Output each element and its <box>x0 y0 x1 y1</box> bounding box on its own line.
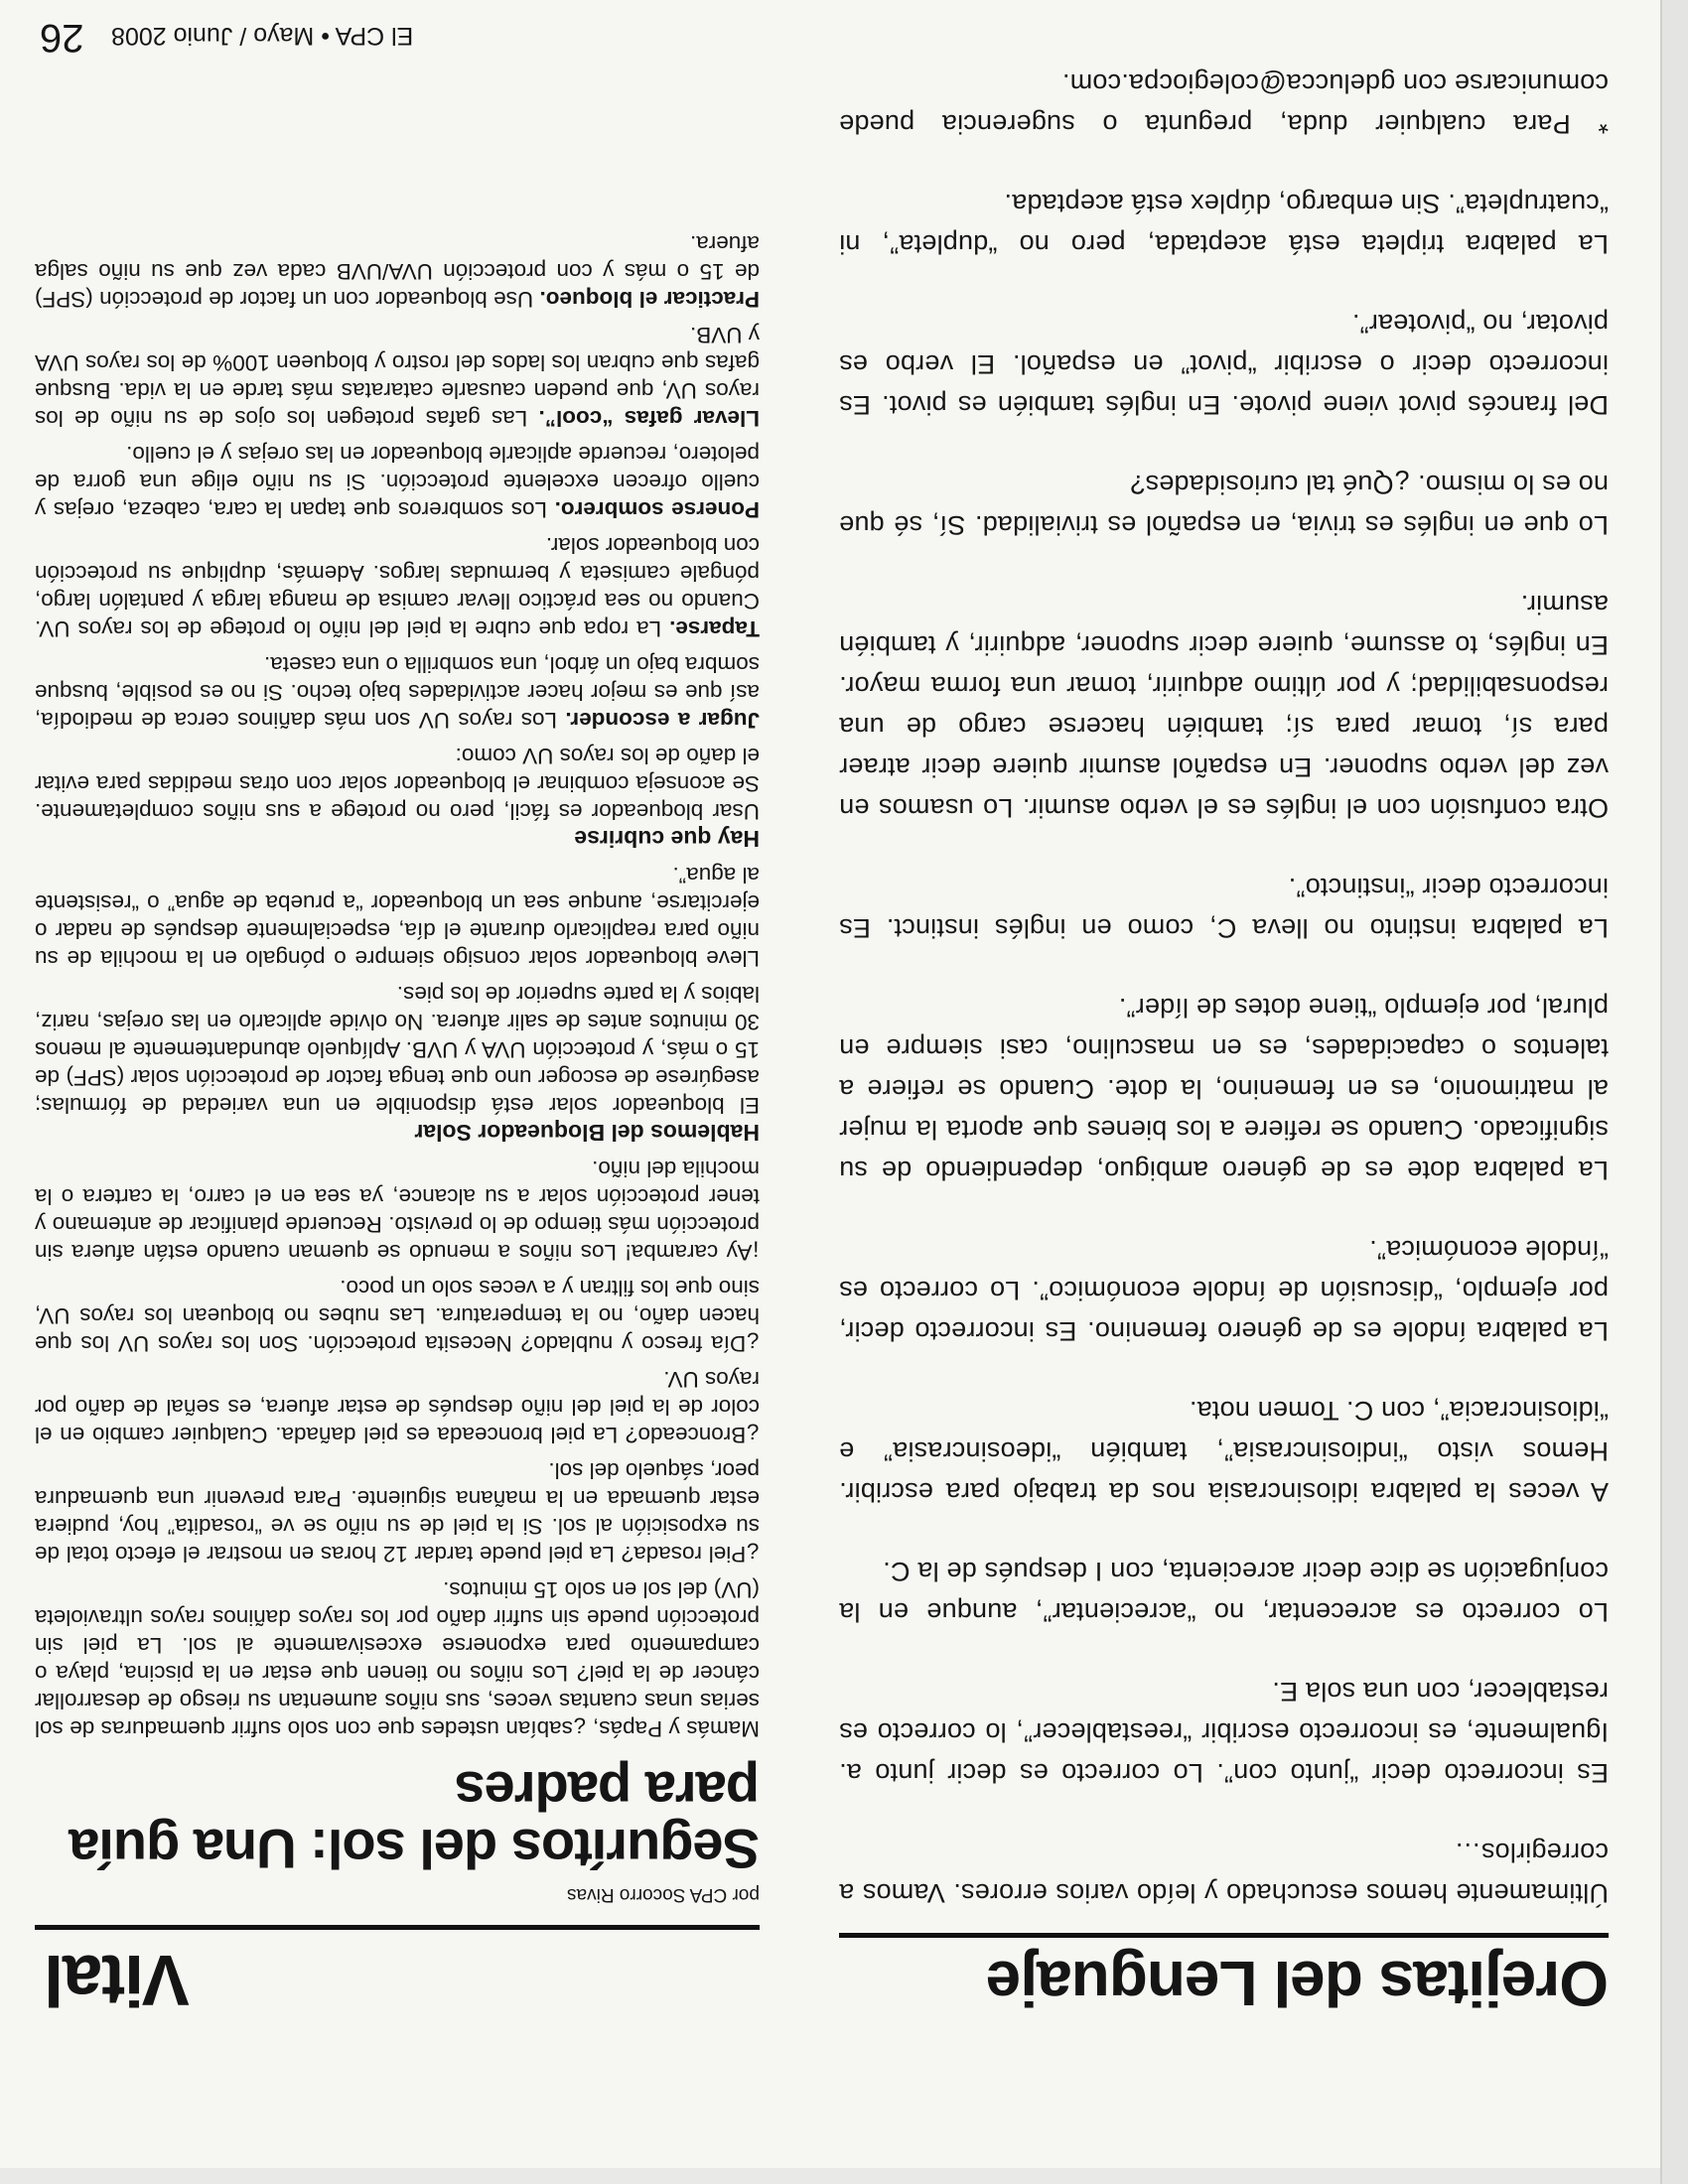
subheading-bloqueador: Hablemos del Bloqueador Solar <box>414 1120 760 1146</box>
tip-keyword: Jugar a esconder. <box>565 708 760 733</box>
scan-edge-left <box>1660 0 1688 2184</box>
orejitas-paragraph: Lo que en inglés es trivia, en español es trivialidad. Sí, sé que no es lo mismo. ¿Qué tal curiosidades? <box>839 470 1609 540</box>
orejitas-paragraph: Del francés pivot viene pivote. En inglés también es pivot. Es incorrecto decir o escribir “pivot” en español. El verbo es pivotar, no “pivotear”. <box>839 309 1609 420</box>
tip-text: Las gafas protegen los ojos de su niño de los rayos UV, que pueden causarle cataratas más tarde en la vida. Busque gafas que cubran los lados del rostro y bloqueen 100% de los rayos UVA y UVB. <box>34 323 760 431</box>
tip-jugar <box>35 650 760 734</box>
tip-text: Los sombreros que tapan la cara, cabeza, orejas y cuello ofrecen excelente protección. Si su niño elige una gorra de pelotero, recuerde aplicarle bloqueador en las orejas y el cuello. <box>35 442 760 522</box>
tip-sombrero <box>35 440 760 523</box>
article-paragraph: Usar bloqueador es fácil, pero no protege a sus niños completamente. Se aconseja combinar el bloqueador solar con otras medidas para evitar el daño de los rayos UV como: <box>35 744 760 824</box>
orejitas-column <box>839 24 1609 2019</box>
orejitas-paragraph: La palabra índole es de género femenino. Es incorrecto decir, por ejemplo, “discusión de índole económico”. Lo correcto es “índole económica”. <box>839 1235 1609 1346</box>
tip-keyword: Practicar el bloqueo. <box>539 287 760 312</box>
orejitas-contact-note: * Para cualquier duda, pregunta o sugerencia puede comunicarse con gdelucca@colegiocpa.com. <box>839 68 1609 139</box>
scan-edge-top <box>0 2168 1688 2184</box>
article-byline: por CPA Socorro Rivas <box>567 1884 760 1905</box>
tip-taparse <box>35 531 760 642</box>
article-paragraph: ¿Bronceado? La piel bronceada es piel dañada. Cualquier cambio en el color de la piel del niño después de estar afuera, es señal de daño por rayos UV. <box>35 1367 760 1447</box>
article-paragraph: El bloqueador solar está disponible en una variedad de fórmulas; asegúrese de escoger uno que tenga factor de protección solar (SPF) de 15 o más, y protección UVA y UVB. Aplíquelo abundantemente al menos 30 minutos antes de salir afuera. No olvide aplicarlo en las orejas, nariz, labios y la parte superior de los pies. <box>35 982 760 1118</box>
article-paragraph: ¿Día fresco y nublado? Necesita protección. Son los rayos UV los que hacen daño, no la temperatura. Las nubes no bloquean los rayos UV, sino que los filtran y a veces solo un poco. <box>35 1276 760 1356</box>
article-intro: Mamás y Papás, ¿sabían ustedes que con solo sufrir quemaduras de sol serias unas cuantas veces, sus niños aumentan su riesgo de desarrollar cáncer de la piel? Los niños no tienen que estar en la piscina, playa o campamento para exponerse excesivamente al sol. La piel sin protección puede sin sufrir daño por los rayos dañinos rayos ultravioleta (UV) del sol en solo 15 minutos. <box>35 1577 760 1741</box>
publication-info: El CPA • Mayo / Junio 2008 <box>111 22 414 50</box>
tip-keyword: Llevar gafas “cool”. <box>538 406 760 431</box>
article-paragraph: ¡Ay caramba! Los niños a menudo se queman cuando están afuera sin protección más tiempo de lo previsto. Recuerde planificar de antemano y tener protección solar a su alcance, ya sea en el carro, la cartera o la mochila del niño. <box>35 1157 760 1265</box>
tip-text: La ropa que cubre la piel del niño lo protege de los rayos UV. Cuando no sea práctico llevar camisa de manga larga y pantalón largo, póngale camiseta y bermudas largos. Además, duplique su protección con bloqueador solar. <box>35 533 760 641</box>
vital-title: Vital <box>35 1925 760 2015</box>
tip-keyword: Ponerse sombrero. <box>554 497 760 522</box>
page-number: 26 <box>40 16 84 60</box>
page-footer <box>40 10 536 60</box>
orejitas-paragraph: Otra confusión con el inglés es el verbo asumir. Lo usamos en vez del verbo suponer. En español asumir quiere decir atraer para sí, tomar para sí; también hacerse cargo de una responsabilidad; y por último adquirir, tomar una forma mayor. En inglés, to assume, quiere decir suponer, adquirir, y también asumir. <box>839 590 1609 823</box>
tip-gafas <box>35 321 760 432</box>
orejitas-title: Orejitas del Lenguaje <box>839 1933 1609 2015</box>
tip-text: Los rayos UV son más dañinos cerca de mediodía, así que es mejor hacer actividades bajo techo. Si no es posible, busque sombra bajo un árbol, una sombrilla o una caseta. <box>35 652 760 733</box>
tip-bloqueo <box>35 229 760 313</box>
tip-keyword: Taparse. <box>669 616 760 641</box>
orejitas-paragraph: Últimamente hemos escuchado y leído varios errores. Vamos a corregirlos… <box>839 1838 1609 1908</box>
orejitas-paragraph: La palabra tripleta está aceptada, pero no “dupleta”, ni “cuatrupleta”. Sin embargo, dúplex está aceptada. <box>839 189 1609 259</box>
tip-text: Use bloqueador con un factor de protección (SPF) de 15 o más y con protección UVA/UVB cada vez que su niño salga afuera. <box>35 231 760 312</box>
article-paragraph: ¿Piel rosada? La piel puede tardar 12 horas en mostrar el efecto total de su exposición al sol. Si la piel de su niño se ve “rosadita” hoy, pudiera estar quemada en la mañana siguiente. Para prevenir una quemadura peor, sáquelo del sol. <box>35 1458 760 1567</box>
article-headline: Segurítos del sol: Una guía para padres <box>70 1760 760 1880</box>
orejitas-paragraph: Lo correcto es acrecentar, no “acrecientar”, aunque en la conjugación se dice decir acrecienta, con I después de la C. <box>839 1557 1609 1627</box>
orejitas-paragraph: La palabra dote es de género ambiguo, dependiendo de su significado. Cuando se refiere a los bienes que aporta la mujer al matrimonio, es en femenino, la dote. Cuando se refiere a talentos o capacidades, es en masculino, casi siempre en plural, por ejemplo “tiene dotes de líder”. <box>839 993 1609 1185</box>
orejitas-paragraph: A veces la palabra idiosincrasia nos da trabajo para escribir. Hemos visto “indiosincrasia”, también “ideosincrasia” e “idiosincracia”, con C. Tomen nota. <box>839 1396 1609 1507</box>
orejitas-paragraph: La palabra instinto no lleva C, como en inglés instinct. Es incorrecto decir “instincto”. <box>839 873 1609 943</box>
vital-column <box>34 221 760 2019</box>
article-paragraph: Lleve bloqueador solar consigo siempre o póngalo en la mochila de su niño para reaplicarlo durante el día, especialmente después de nadar o ejercitarse, aunque sea un bloqueador “a prueba de agua” o “resistente al agua”. <box>35 863 760 971</box>
subheading-cubrirse: Hay que cubrirse <box>574 826 760 852</box>
orejitas-paragraph: Es incorrecto decir “junto con”. Lo correcto es decir junto a. Igualmente, es incorrecto escribir “reestablecer”, lo correcto es restablecer, con una sola E. <box>839 1677 1609 1788</box>
